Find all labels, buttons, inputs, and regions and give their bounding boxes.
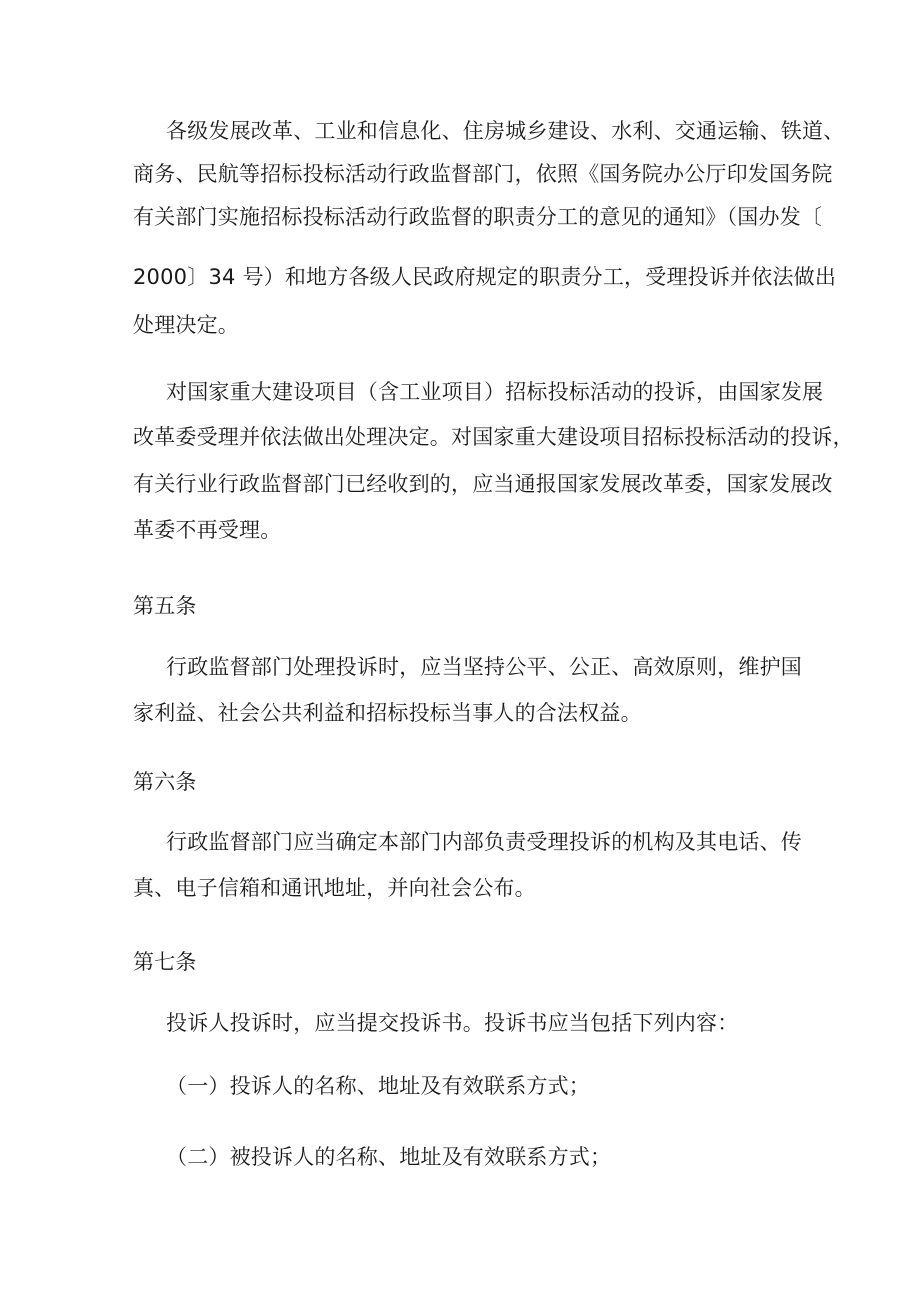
paragraph-3-line-1: 行政监督部门处理投诉时，应当坚持公平、公正、高效原则，维护国: [166, 655, 802, 679]
paragraph-4-line-1: 行政监督部门应当确定本部门内部负责受理投诉的机构及其电话、传: [166, 830, 802, 854]
paragraph-2-line-3: 有关行业行政监督部门已经收到的，应当通报国家发展改革委，国家发展改: [133, 472, 833, 496]
paragraph-1-line-5: 处理决定。: [133, 313, 239, 337]
paragraph-1-line-3: 有关部门实施招标投标活动行政监督的职责分工的意见的通知》（国办发〔: [133, 205, 823, 229]
article-5-heading: 第五条: [133, 594, 197, 618]
paragraph-2-line-4: 革委不再受理。: [133, 518, 282, 542]
paragraph-1-line-1: 各级发展改革、工业和信息化、住房城乡建设、水利、交通运输、铁道、: [166, 119, 845, 143]
article-7-heading: 第七条: [133, 950, 197, 974]
paragraph-3-line-2: 家利益、社会公共利益和招标投标当事人的合法权益。: [133, 701, 642, 725]
paragraph-5-line-1: 投诉人投诉时，应当提交投诉书。投诉书应当包括下列内容：: [166, 1011, 739, 1035]
article-6-heading: 第六条: [133, 770, 197, 794]
paragraph-1-line-4: 2000〕34 号）和地方各级人民政府规定的职责分工，受理投诉并依法做出: [133, 265, 837, 289]
paragraph-4-line-2: 真、电子信箱和通讯地址，并向社会公布。: [133, 876, 536, 900]
list-item-2: （二）被投诉人的名称、地址及有效联系方式；: [166, 1145, 612, 1169]
paragraph-2-line-1: 对国家重大建设项目（含工业项目）招标投标活动的投诉，由国家发展: [166, 380, 824, 404]
list-item-1: （一）投诉人的名称、地址及有效联系方式；: [166, 1074, 590, 1098]
paragraph-2-line-2: 改革委受理并依法做出处理决定。对国家重大建设项目招标投标活动的投诉，: [133, 425, 854, 449]
paragraph-1-line-2: 商务、民航等招标投标活动行政监督部门，依照《国务院办公厅印发国务院: [133, 162, 833, 186]
